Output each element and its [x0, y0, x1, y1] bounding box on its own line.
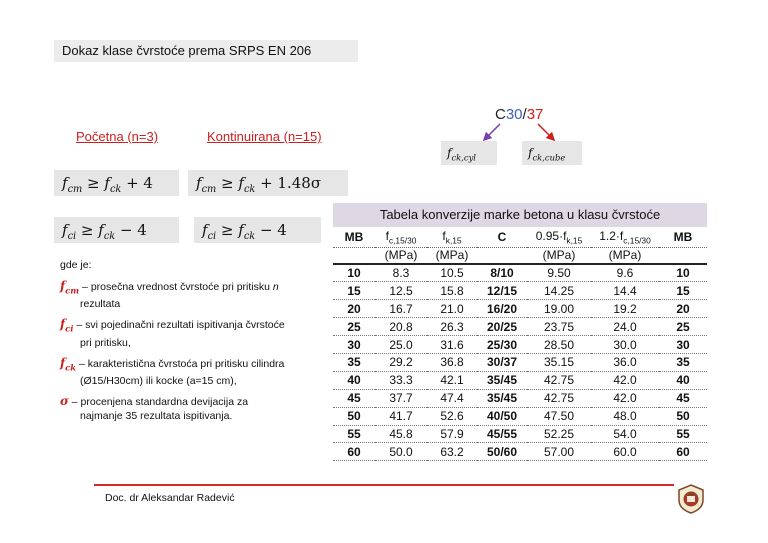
fck-cyl-symbol: $f_{ck,cyl}$ [441, 141, 497, 165]
table-unit-cell: (MPa) [591, 247, 659, 264]
table-row [333, 353, 707, 371]
formula-continuous-individual: $f_{ci} \ge f_{ck} - 4$ [194, 217, 321, 243]
table-cell: 8/10 [477, 264, 527, 282]
table-unit-cell [477, 247, 527, 264]
footer-author: Doc. dr Aleksandar Radević [105, 492, 235, 504]
table-cell: 25/30 [477, 336, 527, 354]
legend-item-fcm: $f_{cm}$ – prosečna vrednost čvrstoće pri pritisku n rezultata [60, 279, 279, 311]
table-cell: 52.25 [527, 425, 591, 443]
table-cell: 40 [659, 371, 707, 389]
table-cell: 15.8 [427, 282, 477, 300]
table-cell: 30 [333, 336, 375, 354]
table-cell: 31.6 [427, 336, 477, 354]
table-cell: 16/20 [477, 300, 527, 318]
table-row [333, 371, 707, 389]
table-cell: 47.50 [527, 407, 591, 425]
table-cell: 25 [333, 318, 375, 336]
table-cell: 35/45 [477, 389, 527, 407]
table-row [333, 318, 707, 336]
fck-cube-symbol: $f_{ck,cube}$ [522, 141, 582, 165]
strength-class-label: C30/37 [495, 106, 544, 123]
table-cell: 10.5 [427, 264, 477, 282]
formula-continuous-mean: $f_{cm} \ge f_{ck} + 1.48\sigma$ [188, 170, 348, 196]
table-header-cell: $f_{c,15/30}$ [375, 227, 427, 247]
table-cell: 16.7 [375, 300, 427, 318]
table-header-cell: C [477, 227, 527, 247]
slide-title: Dokaz klase čvrstoće prema SRPS EN 206 [62, 43, 312, 58]
table-cell: 60.0 [591, 443, 659, 461]
table-cell: 45 [659, 389, 707, 407]
table-cell: 8.3 [375, 264, 427, 282]
table-cell: 45/55 [477, 425, 527, 443]
table-cell: 14.25 [527, 282, 591, 300]
table-cell: 9.50 [527, 264, 591, 282]
table-cell: 12.5 [375, 282, 427, 300]
table-cell: 52.6 [427, 407, 477, 425]
table-cell: 55 [659, 425, 707, 443]
table-cell: 63.2 [427, 443, 477, 461]
table-cell: 42.1 [427, 371, 477, 389]
table-cell: 54.0 [591, 425, 659, 443]
table-cell: 47.4 [427, 389, 477, 407]
footer-line [94, 484, 674, 486]
table-row [333, 407, 707, 425]
table-cell: 41.7 [375, 407, 427, 425]
table-cell: 24.0 [591, 318, 659, 336]
legend-intro: gde je: [60, 259, 92, 271]
table-cell: 35 [333, 353, 375, 371]
cylinder-strength: 30 [505, 106, 523, 123]
table-cell: 9.6 [591, 264, 659, 282]
table-cell: 19.00 [527, 300, 591, 318]
table-cell: 28.50 [527, 336, 591, 354]
table-unit-cell: (MPa) [527, 247, 591, 264]
table-cell: 20/25 [477, 318, 527, 336]
table-cell: 42.75 [527, 371, 591, 389]
table-cell: 60 [659, 443, 707, 461]
method-continuous-label: Kontinuirana (n=15) [207, 129, 322, 144]
table-cell: 42.0 [591, 371, 659, 389]
table-cell: 57.00 [527, 443, 591, 461]
table-cell: 21.0 [427, 300, 477, 318]
table-cell: 35.15 [527, 353, 591, 371]
table-row [333, 282, 707, 300]
table-cell: 36.0 [591, 353, 659, 371]
table-cell: 50.0 [375, 443, 427, 461]
table-cell: 45 [333, 389, 375, 407]
table-cell: 50 [333, 407, 375, 425]
table-row [333, 300, 707, 318]
arrow-to-cylinder [486, 124, 500, 138]
table-cell: 25 [659, 318, 707, 336]
symbol-legend [60, 258, 322, 429]
table-cell: 35 [659, 353, 707, 371]
table-cell: 40 [333, 371, 375, 389]
table-unit-cell [659, 247, 707, 264]
table-header-cell: MB [333, 227, 375, 247]
table-cell: 12/15 [477, 282, 527, 300]
table-cell: 10 [659, 264, 707, 282]
table-unit-cell: (MPa) [427, 247, 477, 264]
formula-initial-mean: $f_{cm} \ge f_{ck} + 4$ [54, 170, 179, 196]
table-cell: 30/37 [477, 353, 527, 371]
table-row [333, 264, 707, 282]
table-header-cell: MB [659, 227, 707, 247]
table-cell: 45.8 [375, 425, 427, 443]
table-cell: 36.8 [427, 353, 477, 371]
legend-item-sigma: σ – procenjena standardna devijacija za najmanje 35 rezultata ispitivanja. [60, 394, 249, 423]
table-cell: 35/45 [477, 371, 527, 389]
table-cell: 37.7 [375, 389, 427, 407]
table-cell: 26.3 [427, 318, 477, 336]
method-initial-label: Početna (n=3) [76, 129, 159, 144]
table-cell: 15 [659, 282, 707, 300]
table-caption: Tabela konverzije marke betona u klasu čvrstoće [333, 203, 707, 227]
formula-initial-individual: $f_{ci} \ge f_{ck} - 4$ [54, 217, 179, 243]
conversion-table-wrap [333, 203, 707, 461]
table-row [333, 425, 707, 443]
table-cell: 55 [333, 425, 375, 443]
table-cell: 25.0 [375, 336, 427, 354]
table-cell: 42.75 [527, 389, 591, 407]
table-row [333, 336, 707, 354]
slide-title-box [54, 40, 358, 62]
table-cell: 42.0 [591, 389, 659, 407]
table-cell: 20 [659, 300, 707, 318]
table-cell: 50 [659, 407, 707, 425]
table-row [333, 443, 707, 461]
table-cell: 40/50 [477, 407, 527, 425]
table-row [333, 389, 707, 407]
table-cell: 20.8 [375, 318, 427, 336]
table-header-cell: $f_{k,15}$ [427, 227, 477, 247]
table-units-row [333, 247, 707, 264]
table-unit-cell [333, 247, 375, 264]
legend-item-fck: $f_{ck}$ – karakteristična čvrstoća pri pritisku cilindra (Ø15/H30cm) ili kocke (a=15 cm), [60, 355, 285, 388]
table-header-cell: $1.2\cdot f_{c,15/30}$ [591, 227, 659, 247]
table-cell: 20 [333, 300, 375, 318]
table-cell: 19.2 [591, 300, 659, 318]
legend-item-fci: $f_{ci}$ – svi pojedinačni rezultati ispitivanja čvrstoće pri pritisku, [60, 317, 285, 349]
arrow-to-cube [538, 124, 552, 138]
table-header-row [333, 227, 707, 247]
table-cell: 15 [333, 282, 375, 300]
university-logo-icon [677, 484, 705, 514]
table-cell: 57.9 [427, 425, 477, 443]
table-cell: 14.4 [591, 282, 659, 300]
conversion-table [333, 227, 707, 461]
table-cell: 33.3 [375, 371, 427, 389]
table-cell: 30 [659, 336, 707, 354]
cube-strength: 37 [526, 106, 544, 123]
table-unit-cell: (MPa) [375, 247, 427, 264]
table-cell: 48.0 [591, 407, 659, 425]
table-cell: 60 [333, 443, 375, 461]
table-cell: 23.75 [527, 318, 591, 336]
table-cell: 29.2 [375, 353, 427, 371]
table-header-cell: $0.95\cdot f_{k,15}$ [527, 227, 591, 247]
table-cell: 10 [333, 264, 375, 282]
table-cell: 50/60 [477, 443, 527, 461]
table-cell: 30.0 [591, 336, 659, 354]
